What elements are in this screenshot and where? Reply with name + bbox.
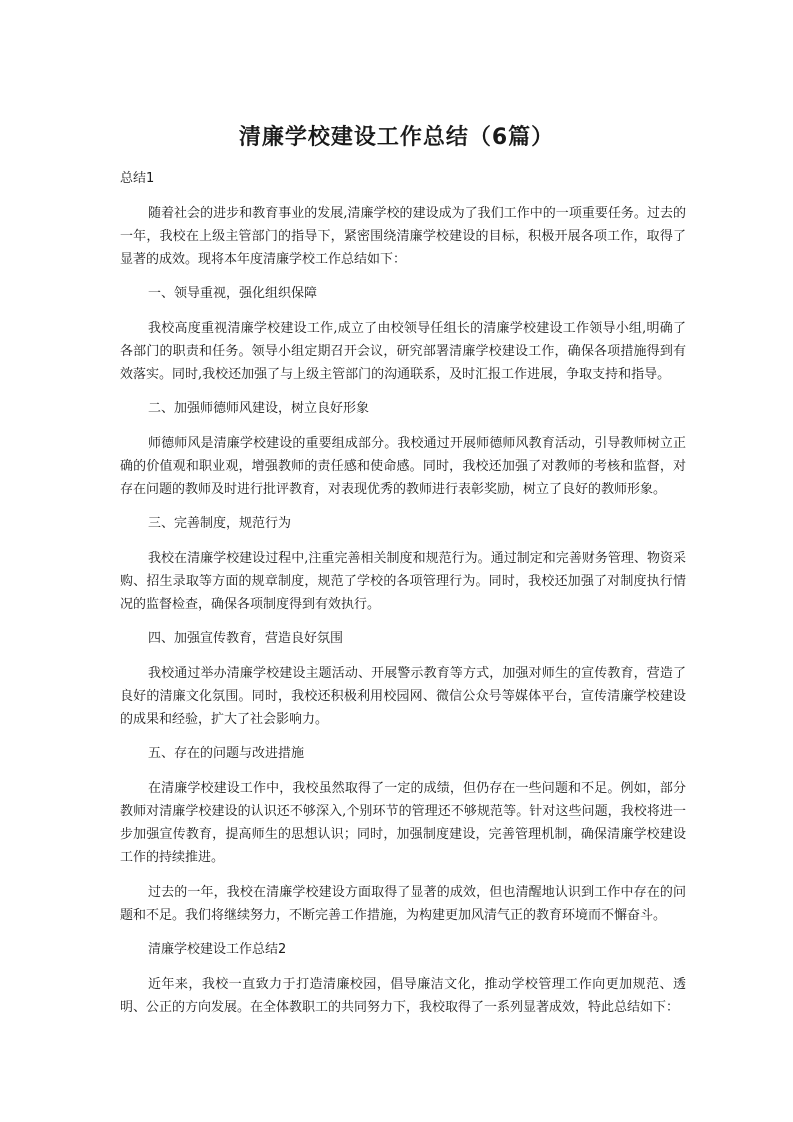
document-title: 清廉学校建设工作总结（6篇） bbox=[238, 125, 555, 150]
section-label: 总结1 bbox=[120, 171, 155, 186]
section-heading: 三、完善制度，规范行为 bbox=[148, 516, 292, 531]
paragraph: 在清廉学校建设工作中，我校虽然取得了一定的成绩，但仍存在一些问题和不足。例如，部分教师对清廉学校建设的认识还不够深入,个别环节的管理还不够规范等。针对这些问题，我校将进一步加强宣传教育，提高师生的思想认识；同时，加强制度建设，完善管理机制，确保清廉学校建设工作的持续推进。 bbox=[120, 781, 686, 865]
paragraph: 过去的一年，我校在清廉学校建设方面取得了显著的成效，但也清醒地认识到工作中存在的问题和不足。我们将继续努力，不断完善工作措施，为构建更加风清气正的教育环境而不懈奋斗。 bbox=[120, 885, 686, 923]
section-heading: 二、加强师德师风建设，树立良好形象 bbox=[148, 401, 370, 416]
paragraph: 我校在清廉学校建设过程中,注重完善相关制度和规范行为。通过制定和完善财务管理、物资采购、招生录取等方面的规章制度，规范了学校的各项管理行为。同时，我校还加强了对制度执行情况的监督检查，确保各项制度得到有效执行。 bbox=[120, 551, 686, 612]
section-label: 清廉学校建设工作总结2 bbox=[148, 942, 287, 957]
section-heading: 五、存在的问题与改进措施 bbox=[148, 746, 305, 761]
paragraph: 近年来，我校一直致力于打造清廉校园，倡导廉洁文化，推动学校管理工作向更加规范、透明、公正的方向发展。在全体教职工的共同努力下，我校取得了一系列显著成效，特此总结如下： bbox=[120, 977, 686, 1015]
section-heading: 四、加强宣传教育，营造良好氛围 bbox=[148, 631, 344, 646]
document-body bbox=[120, 168, 686, 1031]
paragraph: 随着社会的进步和教育事业的发展,清廉学校的建设成为了我们工作中的一项重要任务。过去的一年，我校在上级主管部门的指导下，紧密围绕清廉学校建设的目标，积极开展各项工作，取得了显著的成效。现将本年度清廉学校工作总结如下： bbox=[120, 206, 686, 267]
paragraph: 我校高度重视清廉学校建设工作,成立了由校领导任组长的清廉学校建设工作领导小组,明确了各部门的职责和任务。领导小组定期召开会议，研究部署清廉学校建设工作，确保各项措施得到有效落实。同时,我校还加强了与上级主管部门的沟通联系，及时汇报工作进展，争取支持和指导。 bbox=[120, 321, 686, 382]
section-heading: 一、领导重视，强化组织保障 bbox=[148, 286, 318, 301]
paragraph: 师德师风是清廉学校建设的重要组成部分。我校通过开展师德师风教育活动，引导教师树立正确的价值观和职业观，增强教师的责任感和使命感。同时，我校还加强了对教师的考核和监督，对存在问题的教师及时进行批评教育，对表现优秀的教师进行表彰奖励，树立了良好的教师形象。 bbox=[120, 436, 686, 497]
paragraph: 我校通过举办清廉学校建设主题活动、开展警示教育等方式，加强对师生的宣传教育，营造了良好的清廉文化氛围。同时，我校还积极利用校园网、微信公众号等媒体平台，宣传清廉学校建设的成果和经验，扩大了社会影响力。 bbox=[120, 666, 686, 727]
